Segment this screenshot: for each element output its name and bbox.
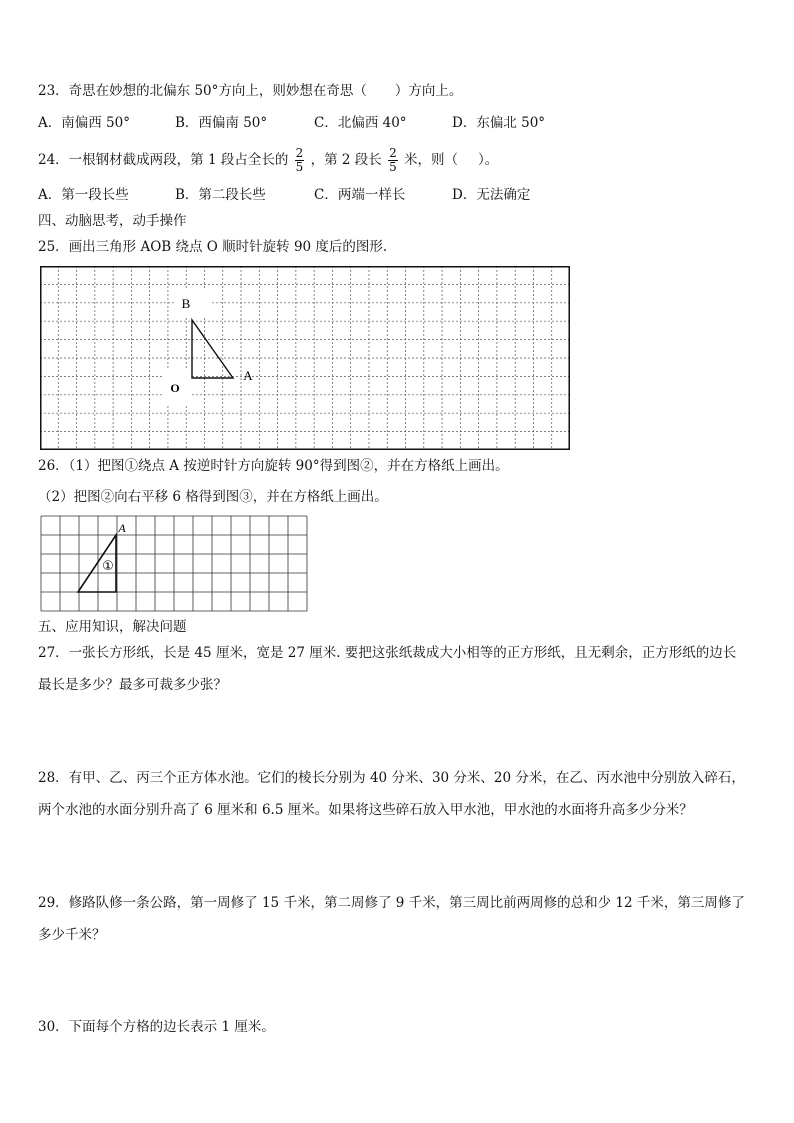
q29-line-1: 29．修路队修一条公路，第一周修了 15 千米，第二周修了 9 千米，第三周比前两周修的总和少 12 千米，第三周修了 [38,895,745,911]
q28-line-2: 两个水池的水面分别升高了 6 厘米和 6.5 厘米。如果将这些碎石放入甲水池，甲水池的水面将升高多少分米？ [38,802,693,818]
q24-fraction-2: $\frac{2}{5}$ [389,146,397,174]
q23-option-d: D．东偏北 50° [452,115,546,131]
q23-option-b: B．西偏南 50° [175,115,268,131]
point-a-label: A [118,521,126,535]
q23-option-c: C．北偏西 40° [314,115,407,131]
q24-option-c: C．两端一样长 [314,187,406,203]
label-a: A [243,368,253,383]
section-heading-5: 五、应用知识，解决问题 [38,619,187,635]
figure-1-label: ① [102,559,114,574]
q30-stem: 30．下面每个方格的边长表示 1 厘米。 [38,1019,275,1035]
q28-line-1: 28．有甲、乙、丙三个正方体水池。它们的棱长分别为 40 分米、30 分米、20 分米，在乙、丙水池中分别放入碎石， [38,770,745,786]
q24-stem: 24．一根钢材截成两段，第 1 段占全长的 $\frac{2}{5}$ ，第 2 段长 $\frac{2}{5}$ 米，则（ ）。 [38,146,499,174]
q24-option-b: B．第二段长些 [175,187,266,203]
label-b-mask [174,290,210,316]
section-heading-4: 四、动脑思考，动手操作 [38,213,187,229]
q26-part-2: （2）把图②向右平移 6 格得到图③，并在方格纸上画出。 [38,489,388,505]
q24-option-a: A．第一段长些 [38,187,129,203]
q23-option-a: A．南偏西 50° [38,115,130,131]
q26-grid-figure [40,515,308,613]
q24-fraction-1: $\frac{2}{5}$ [295,146,304,174]
q24-option-d: D．无法确定 [452,187,531,203]
q26-part-1: 26．（1）把图①绕点 A 按逆时针方向旋转 90°得到图②，并在方格纸上画出。 [38,458,509,474]
label-o: O [170,381,180,395]
q29-line-2: 多少千米？ [38,927,106,943]
label-b: B [181,296,191,311]
q27-line-1: 27．一张长方形纸，长是 45 厘米，宽是 27 厘米. 要把这张纸裁成大小相等的正方形纸，且无剩余，正方形纸的边长 [38,645,737,661]
triangle-aob [192,320,233,378]
q23-stem: 23．奇思在妙想的北偏东 50°方向上，则妙想在奇思（ ）方向上。 [38,83,463,99]
q27-line-2: 最长是多少？最多可裁多少张？ [38,677,227,693]
q25-grid-figure [40,266,570,450]
q25-stem: 25．画出三角形 AOB 绕点 O 顺时针旋转 90 度后的图形. [38,239,388,255]
